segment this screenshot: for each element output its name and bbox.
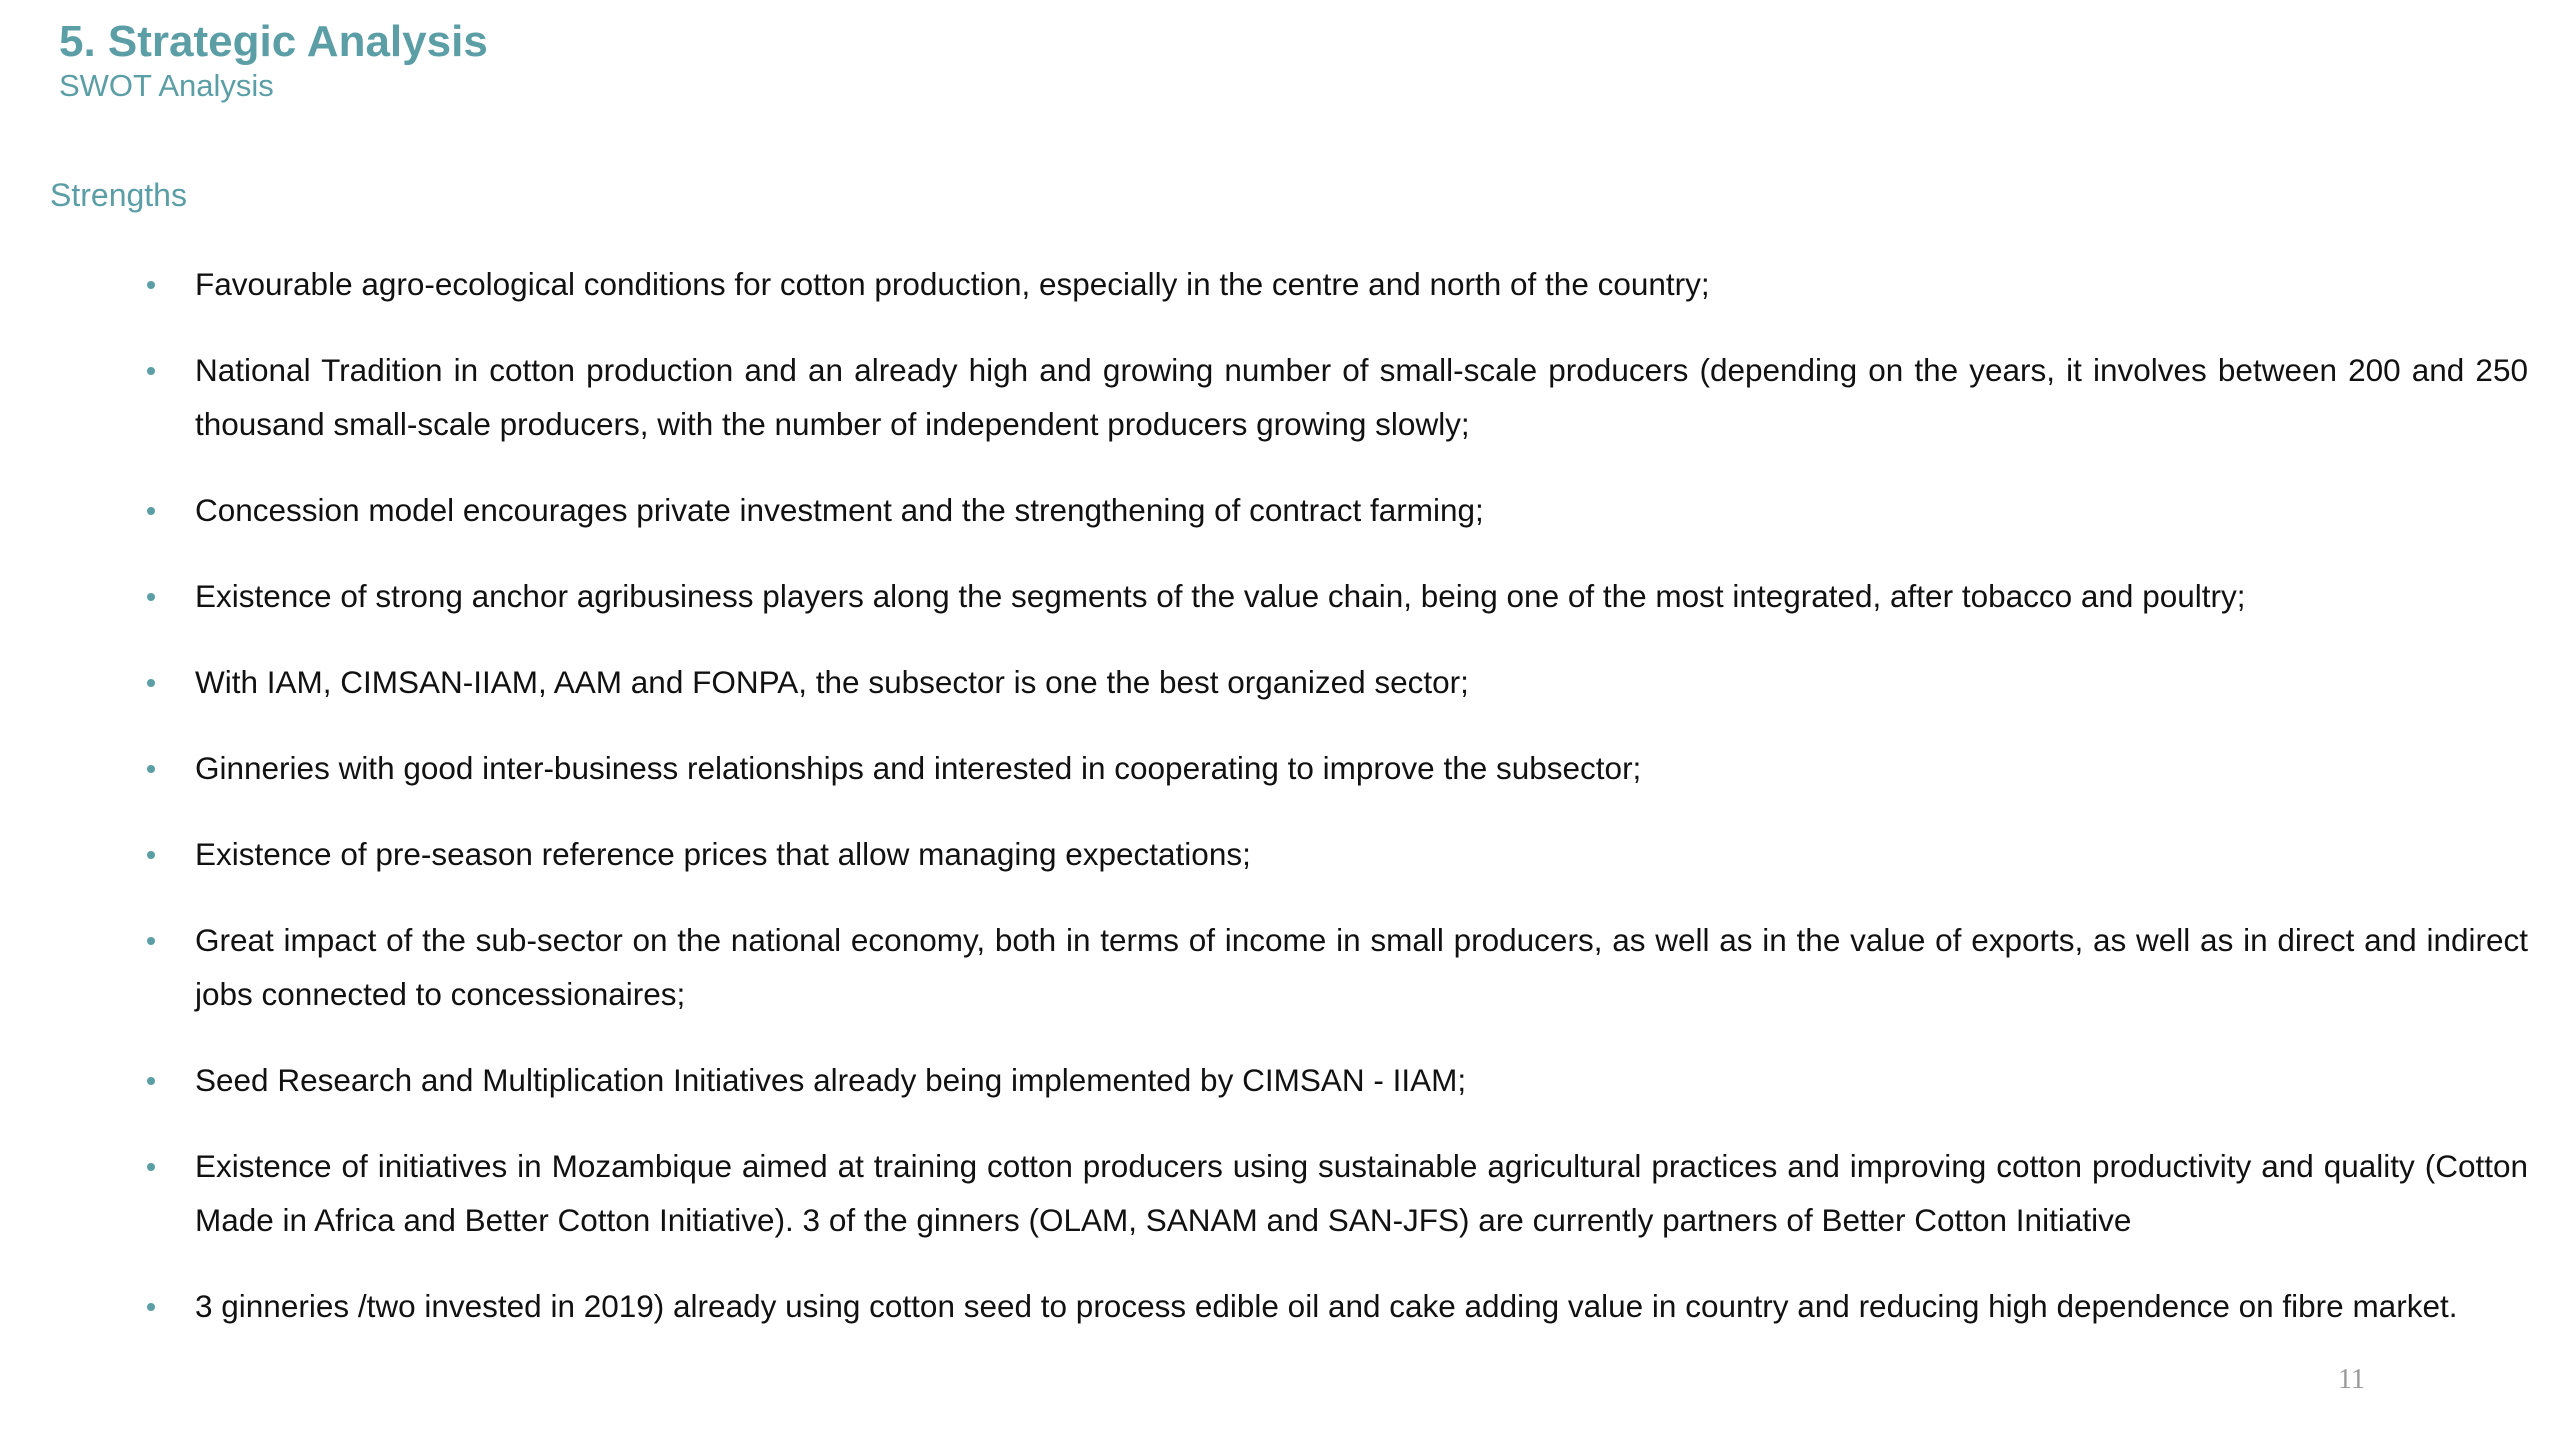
list-item-text: Concession model encourages private investment and the strengthening of contract farming; — [195, 492, 1484, 528]
list-item — [0, 1139, 2560, 1247]
bullet-icon — [147, 1163, 155, 1171]
slide-subtitle: SWOT Analysis — [59, 68, 274, 103]
bullet-icon — [147, 367, 155, 375]
page-number: 11 — [2338, 1364, 2365, 1395]
list-item-text: Ginneries with good inter-business relationships and interested in cooperating to improve the subsector; — [195, 750, 1642, 786]
list-item — [0, 1053, 2560, 1107]
bullet-icon — [147, 593, 155, 601]
list-item-text: Seed Research and Multiplication Initiatives already being implemented by CIMSAN - IIAM; — [195, 1062, 1467, 1098]
list-item-text: Existence of pre-season reference prices that allow managing expectations; — [195, 836, 1251, 872]
bullet-icon — [147, 679, 155, 687]
list-item-text: Favourable agro-ecological conditions for cotton production, especially in the centre and north of the country; — [195, 266, 1710, 302]
slide-header — [59, 16, 488, 104]
strengths-list — [0, 257, 2560, 1365]
list-item — [0, 1279, 2560, 1333]
list-item-text: Existence of initiatives in Mozambique aimed at training cotton producers using sustainable agricultural practices and improving cotton productivity and quality (Cotton Made in Africa and Better Cotton Initiative). 3 of the ginners (OLAM, SANAM and SAN-JFS) are currently partners of Better Cotton Initiative — [195, 1148, 2528, 1238]
bullet-icon — [147, 937, 155, 945]
list-item — [0, 569, 2560, 623]
list-item-text: Existence of strong anchor agribusiness players along the segments of the value chain, being one of the most integrated, after tobacco and poultry; — [195, 578, 2246, 614]
bullet-icon — [147, 765, 155, 773]
list-item-text: With IAM, CIMSAN-IIAM, AAM and FONPA, the subsector is one the best organized sector; — [195, 664, 1469, 700]
list-item — [0, 741, 2560, 795]
section-heading-strengths: Strengths — [50, 177, 187, 213]
bullet-icon — [147, 507, 155, 515]
list-item — [0, 257, 2560, 311]
list-item — [0, 827, 2560, 881]
bullet-icon — [147, 851, 155, 859]
bullet-icon — [147, 1077, 155, 1085]
bullet-icon — [147, 281, 155, 289]
list-item — [0, 483, 2560, 537]
list-item-text: National Tradition in cotton production and an already high and growing number of small-scale producers (depending on the years, it involves between 200 and 250 thousand small-scale producers, with the number of independent producers growing slowly; — [195, 352, 2528, 442]
list-item — [0, 913, 2560, 1021]
bullet-icon — [147, 1303, 155, 1311]
list-item — [0, 343, 2560, 451]
list-item-text: 3 ginneries /two invested in 2019) already using cotton seed to process edible oil and cake adding value in country and reducing high dependence on fibre market. — [195, 1288, 2458, 1324]
list-item-text: Great impact of the sub-sector on the national economy, both in terms of income in small producers, as well as in the value of exports, as well as in direct and indirect jobs connected to concessionaires; — [195, 922, 2528, 1012]
slide-title: 5. Strategic Analysis — [59, 17, 488, 66]
list-item — [0, 655, 2560, 709]
